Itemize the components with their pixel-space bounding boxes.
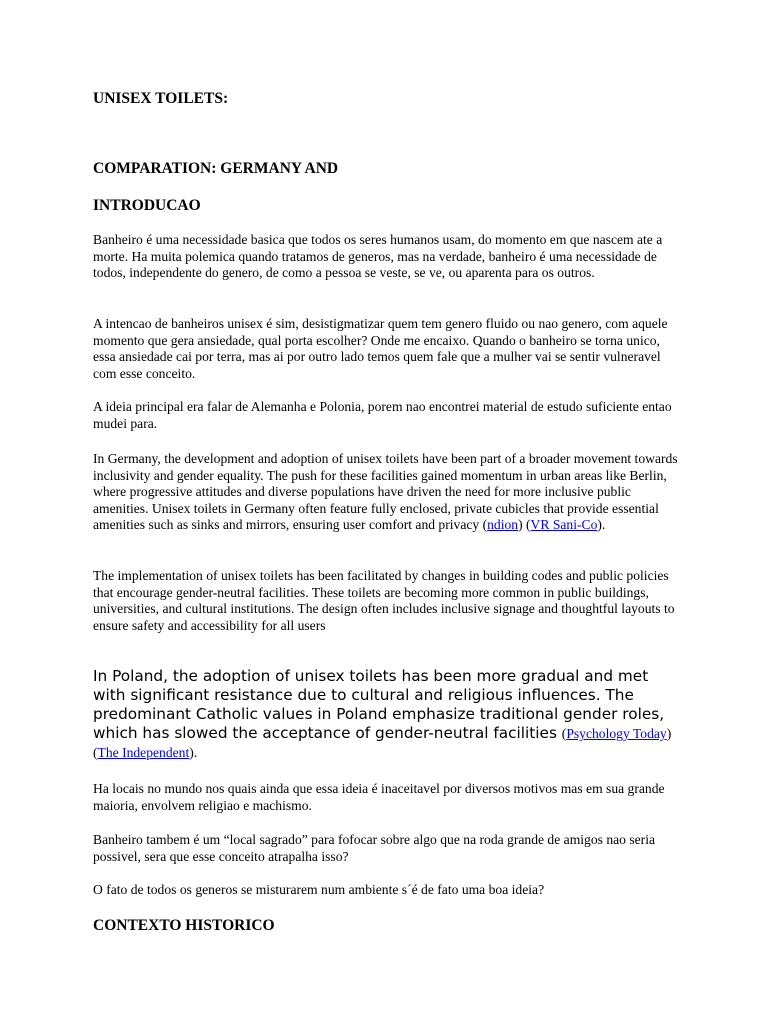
paragraph-question: O fato de todos os generos se misturarem num ambiente s´é de fato uma boa ideia?	[93, 882, 545, 897]
paragraph-implementation: The implementation of unisex toilets has been facilitated by changes in building codes and public policies that encourage gender-neutral facilities. These toilets are becoming more common in public buildings, universities, and cultural institutions. The design often includes inclusive signage and thoughtful layouts to ensure safety and accessibility for all users	[93, 568, 675, 633]
paragraph-sacred-place: Banheiro tambem é um “local sagrado” para fofocar sobre algo que na roda grande de amigos nao seria possivel, sera que esse conceito atrapalha isso?	[93, 832, 656, 864]
vr-sani-co-link[interactable]: VR Sani-Co	[530, 517, 598, 533]
psychology-today-link[interactable]: Psychology Today	[566, 726, 667, 741]
paragraph-intro-3: A ideia principal era falar de Alemanha e Polonia, porem nao encontrei material de estudo suficiente entao mudei para.	[93, 399, 672, 431]
paragraph-religion: Ha locais no mundo nos quais ainda que essa ideia é inaceitavel por diversos motivos mas em sua grande maioria, envolvem religiao e machismo.	[93, 781, 665, 813]
paragraph-poland-text: In Poland, the adoption of unisex toilets has been more gradual and met with significant resistance due to cultural and religious influences. The predominant Catholic values in Poland emphasize traditional gender roles, which has slowed the acceptance of gender-neutral facilities	[93, 667, 665, 742]
poland-references: (Psychology Today) (The Independent).	[93, 726, 672, 760]
paragraph-poland	[93, 667, 683, 762]
comparation-heading: COMPARATION: GERMANY AND	[93, 160, 339, 177]
context-heading: CONTEXTO HISTORICO	[93, 917, 275, 934]
paragraph-intro-2: A intencao de banheiros unisex é sim, desistigmatizar quem tem genero fluido ou nao genero, com aquele momento que gera ansiedade, qual porta escolher? Onde me encaixo. Quando o banheiro se torna unico, essa ansiedade cai por terra, mas ai por outro lado temos quem fale que a mulher vai se sentir vulneravel com esse conceito.	[93, 316, 668, 381]
paragraph-intro-1: Banheiro é uma necessidade basica que todos os seres humanos usam, do momento em que nascem ate a morte. Ha muita polemica quando tratamos de generos, mas na verdade, banheiro é uma necessidade de todos, independente do genero, de como a pessoa se veste, se ve, ou aparenta para os outros.	[93, 232, 663, 281]
ndion-link[interactable]: ndion	[487, 517, 519, 533]
the-independent-link[interactable]: The Independent	[97, 745, 190, 760]
title-heading: UNISEX TOILETS:	[93, 90, 229, 107]
paragraph-germany: In Germany, the development and adoption of unisex toilets have been part of a broader movement towards inclusivity and gender equality. The push for these facilities gained momentum in urban areas like Berlin, where progressive attitudes and diverse populations have driven the need for more inclusive public amenities. Unisex toilets in Germany often feature fully enclosed, private cubicles that provide essential amenities such as sinks and mirrors, ensuring user comfort and privacy (ndion) (VR Sani-Co).	[93, 451, 678, 533]
intro-heading: INTRODUCAO	[93, 197, 201, 214]
paragraph-germany-text: In Germany, the development and adoption of unisex toilets have been part of a broader movement towards inclusivity and gender equality. The push for these facilities gained momentum in urban areas like Berlin, where progressive attitudes and diverse populations have driven the need for more inclusive public amenities. Unisex toilets in Germany often feature fully enclosed, private cubicles that provide essential amenities such as sinks and mirrors, ensuring user comfort and privacy	[93, 451, 678, 533]
